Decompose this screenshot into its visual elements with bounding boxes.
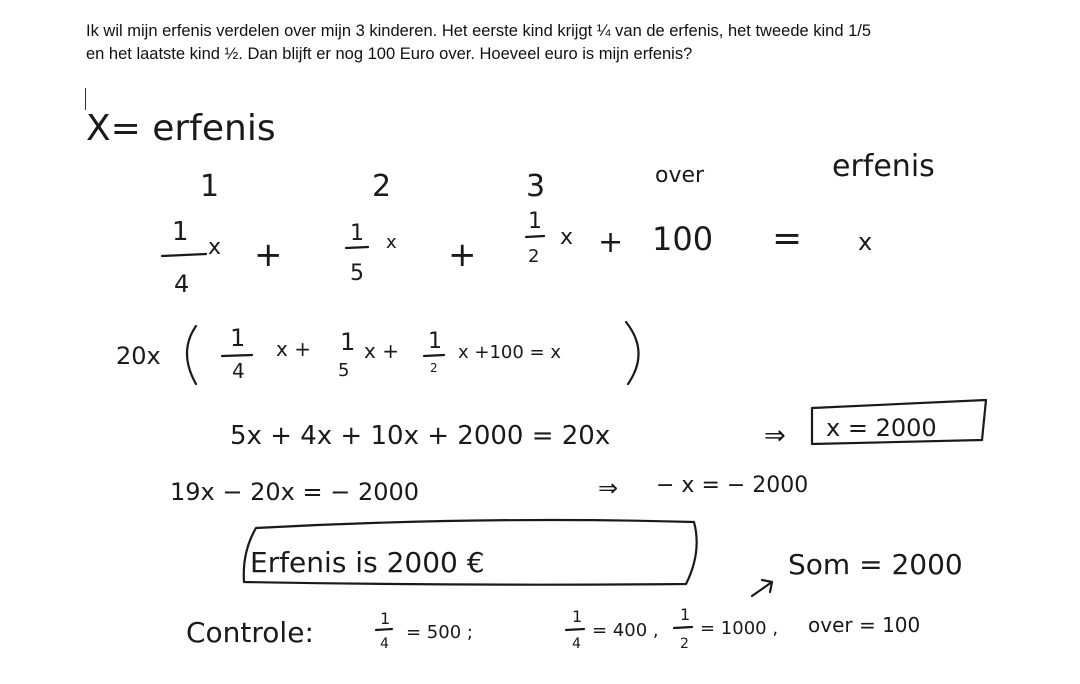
header-child-3: 3 bbox=[526, 169, 546, 204]
eq-constant: 100 bbox=[652, 220, 714, 258]
check-row bbox=[186, 605, 920, 652]
result-box bbox=[812, 400, 986, 444]
check-label: Controle: bbox=[186, 616, 314, 649]
mult-t2-rest: x + bbox=[364, 339, 399, 363]
mult-t1-rest: x + bbox=[276, 337, 311, 361]
fraction-bar bbox=[526, 236, 544, 237]
open-paren bbox=[187, 326, 196, 384]
fraction-bar bbox=[376, 629, 392, 630]
question-text bbox=[86, 20, 986, 66]
header-child-1: 1 bbox=[200, 169, 220, 204]
check-c2-val: = 400 , bbox=[592, 620, 659, 641]
check-over: over = 100 bbox=[808, 613, 921, 637]
eq-term2-num: 1 bbox=[350, 221, 364, 246]
text-cursor bbox=[85, 88, 86, 110]
check-c3-num: 1 bbox=[680, 605, 691, 624]
header-child-2: 2 bbox=[372, 169, 392, 204]
answer-box bbox=[244, 520, 697, 585]
eq-term1-var: x bbox=[208, 235, 222, 260]
fraction-bar bbox=[566, 629, 584, 630]
mult-t2-num: 1 bbox=[340, 328, 356, 356]
eq-plus-2: + bbox=[448, 235, 477, 275]
answer-text: Erfenis is 2000 € bbox=[250, 546, 485, 579]
eq-term3-num: 1 bbox=[528, 209, 542, 234]
eq-term2-den: 5 bbox=[350, 261, 364, 286]
definition-text: X= erfenis bbox=[86, 108, 276, 149]
arrow-icon bbox=[752, 580, 772, 596]
sum-text: Som = 2000 bbox=[788, 548, 963, 581]
fraction-bar bbox=[222, 355, 252, 356]
check-c2-num: 1 bbox=[572, 607, 583, 626]
mult-t3-den: 2 bbox=[430, 361, 438, 375]
eq-plus-1: + bbox=[254, 235, 283, 275]
mult-t1-num: 1 bbox=[230, 324, 246, 352]
multiply-factor: 20x bbox=[116, 342, 161, 370]
step1-arrow: ⇒ bbox=[764, 421, 786, 451]
eq-term2-var: x bbox=[386, 232, 397, 253]
check-c1-val: = 500 ; bbox=[406, 622, 473, 643]
check-c3-den: 2 bbox=[680, 636, 689, 652]
mult-t3-rest: x +100 = x bbox=[458, 342, 561, 363]
eq-term3-den: 2 bbox=[528, 246, 540, 267]
eq-rhs: x bbox=[858, 228, 873, 256]
step2-text: 19x − 20x = − 2000 bbox=[170, 478, 420, 506]
check-c1-den: 4 bbox=[380, 636, 389, 652]
step2-arrow: ⇒ bbox=[598, 474, 619, 502]
check-c1-num: 1 bbox=[380, 609, 391, 628]
step2-result: − x = − 2000 bbox=[656, 473, 809, 498]
question-line-2: en het laatste kind ½. Dan blijft er nog 100 Euro over. Hoeveel euro is mijn erfenis? bbox=[86, 45, 693, 63]
mult-t1-den: 4 bbox=[232, 359, 245, 383]
eq-term1-num: 1 bbox=[172, 217, 189, 247]
eq-equals: = bbox=[772, 218, 803, 259]
multiply-row bbox=[116, 322, 639, 384]
mult-t3-num: 1 bbox=[428, 329, 442, 354]
equation-row bbox=[162, 209, 872, 298]
eq-term1-den: 4 bbox=[174, 270, 190, 298]
mult-t2-den: 5 bbox=[338, 360, 350, 381]
fraction-bar bbox=[674, 627, 692, 628]
check-c2-den: 4 bbox=[572, 636, 581, 652]
eq-term3-var: x bbox=[560, 225, 574, 250]
close-paren bbox=[626, 322, 639, 384]
header-over: over bbox=[655, 163, 705, 188]
check-c3-val: = 1000 , bbox=[700, 618, 779, 639]
step1-result: x = 2000 bbox=[826, 414, 937, 442]
fraction-bar bbox=[346, 247, 368, 248]
fraction-bar bbox=[162, 254, 206, 256]
fraction-bar bbox=[424, 355, 444, 356]
header-erfenis: erfenis bbox=[832, 149, 935, 184]
eq-plus-3: + bbox=[598, 225, 624, 260]
question-line-1: Ik wil mijn erfenis verdelen over mijn 3 kinderen. Het eerste kind krijgt ¼ van de erfenis, het tweede kind 1/5 bbox=[86, 22, 872, 40]
step1-text: 5x + 4x + 10x + 2000 = 20x bbox=[230, 421, 611, 451]
